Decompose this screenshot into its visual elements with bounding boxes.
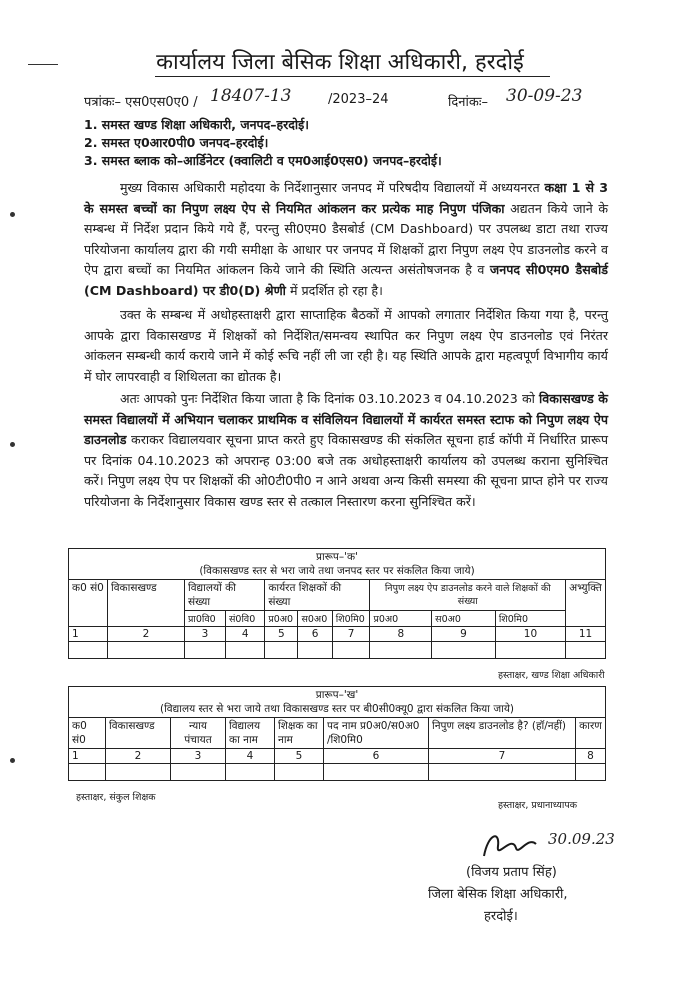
sub-header: स0अ0: [432, 611, 496, 627]
title-underline: [155, 76, 550, 77]
addressee-3: 3. समस्त ब्लाक को–आर्डिनेटर (क्वालिटी व एम0आई0एस0) जनपद–हरदोई।: [84, 153, 442, 168]
paragraph-3: अतः आपको पुनः निर्देशित किया जाता है कि दिनांक 03.10.2023 व 04.10.2023 को विकासखण्ड के समस्त विद्यालयों में अभियान चलाकर प्राथमिक व संविलियन विद्यालयों में कार्यरत समस्त स्टाफ को निपुण लक्ष्य ऐप डाउनलोड कराकर विद्यालयवार सूचना प्राप्त करते हुए विकासखण्ड की संकलित सूचना हार्ड कॉपी में निर्धारित प्रारूप पर दिनांक 04.10.2023 को अपरान्ह 03:00 बजे तक अधोहस्ताक्षरी कार्यालय को उपलब्ध कराना सुनिश्चित करें। निपुण लक्ष्य ऐप पर शिक्षकों की ओ0टी0पी0 न आने अथवा अन्य किसी समस्या की सूचना प्राप्त होने पर राज्य परियोजना के निर्देशानुसार विकास खण्ड स्तर से तत्काल निस्तारण करना सुनिश्चित करें।: [84, 391, 608, 509]
th-schools: विद्यालयों की संख्या: [185, 580, 265, 611]
date-label: दिनांकः–: [448, 95, 488, 110]
sig-cluster-teacher: हस्ताक्षर, संकुल शिक्षक: [76, 792, 156, 803]
num-cell: 7: [332, 627, 370, 642]
num-cell: 5: [265, 627, 298, 642]
num-cell: 11: [566, 627, 606, 642]
th-kha: निपुण लक्ष्य डाउनलोड है? (हॉ/नहीं): [429, 718, 576, 749]
letter-body: [84, 178, 608, 512]
sig-headmaster: हस्ताक्षर, प्रधानाध्यापक: [498, 800, 578, 811]
num-cell: 3: [171, 749, 226, 764]
signatory-designation: जिला बेसिक शिक्षा अधिकारी,: [428, 887, 568, 902]
num-cell: 6: [324, 749, 429, 764]
th-teachers: कार्यरत शिक्षकों की संख्या: [265, 580, 370, 611]
num-cell: 9: [432, 627, 496, 642]
ref-number: 18407-13: [210, 86, 292, 106]
num-cell: 8: [370, 627, 432, 642]
table-prarup-ka: [68, 548, 606, 659]
table-ka-title: प्रारूप–'क': [316, 551, 358, 563]
ref-label: पत्रांकः– एस0एस0ए0 /: [84, 95, 198, 110]
th-remark: अभ्युक्ति: [566, 580, 606, 627]
sub-header: प्र0अ0: [265, 611, 298, 627]
margin-dot: [10, 758, 15, 763]
th-kha: पद नाम प्र0अ0/स0अ0 /शि0मि0: [324, 718, 429, 749]
sub-header: सं0वि0: [226, 611, 265, 627]
th-kha: विकासखण्ड: [106, 718, 171, 749]
num-cell: 2: [106, 749, 171, 764]
margin-dot: [10, 212, 15, 217]
th-sno: क0 सं0: [69, 580, 108, 627]
paragraph-2: उक्त के सम्बन्ध में अधोहस्ताक्षरी द्वारा साप्ताहिक बैठकों में आपको लगातार निर्देशित किया गया है, परन्तु आपके द्वारा विकासखण्ड में शिक्षकों को निर्देशित/समन्वय स्थापित कर निपुण लक्ष्य ऐप डाउनलोड एवं निरंतर आंकलन सम्बन्धी कार्य कराये जाने में कोई रूचि नहीं ली जा रही है। यह स्थिति आपके द्वारा महत्वपूर्ण विभागीय कार्य में घोर लापरवाही व शिथिलता का द्योतक है।: [84, 307, 608, 384]
th-kha: क0 सं0: [69, 718, 106, 749]
num-cell: 7: [429, 749, 576, 764]
sub-header: प्रा0वि0: [185, 611, 226, 627]
th-kha: विद्यालय का नाम: [226, 718, 275, 749]
date-value: 30-09-23: [506, 86, 583, 106]
th-kha: कारण: [576, 718, 606, 749]
th-kha: न्याय पंचायत: [171, 718, 226, 749]
table-kha-subtitle: (विद्यालय स्तर से भरा जाये तथा विकासखण्ड स्तर पर बी0सी0क्यू0 द्वारा संकलित किया जाये): [159, 703, 515, 715]
num-cell: 2: [108, 627, 185, 642]
th-kha: शिक्षक का नाम: [275, 718, 324, 749]
num-cell: 1: [69, 749, 106, 764]
num-cell: 1: [69, 627, 108, 642]
num-cell: 3: [185, 627, 226, 642]
sub-header: शि0मि0: [495, 611, 565, 627]
sig-block-officer: हस्ताक्षर, खण्ड शिक्षा अधिकारी: [498, 670, 605, 681]
margin-dot: [10, 442, 15, 447]
th-block: विकासखण्ड: [108, 580, 185, 627]
ref-year: /2023–24: [328, 92, 389, 107]
signatory-place: हरदोई।: [484, 909, 518, 924]
table-kha-title: प्रारूप–'ख': [315, 689, 359, 701]
sub-header: शि0मि0: [332, 611, 370, 627]
num-cell: 4: [226, 627, 265, 642]
num-cell: 4: [226, 749, 275, 764]
signature-scrawl-icon: [478, 826, 548, 866]
num-cell: 10: [495, 627, 565, 642]
num-cell: 8: [576, 749, 606, 764]
paragraph-1: मुख्य विकास अधिकारी महोदया के निर्देशानुसार जनपद में परिषदीय विद्यालयों में अध्ययनरत कक्षा 1 से 3 के समस्त बच्चों का निपुण लक्ष्य ऐप से नियमित आंकलन कर प्रत्येक माह निपुण पंजिका अद्यतन किये जाने के सम्बन्ध में निर्देश प्रदान किये गये हैं, परन्तु सी0एम0 डैसबोर्ड (CM Dashboard) पर उपलब्ध डाटा तथा राज्य परियोजना कार्यालय द्वारा की गयी समीक्षा के आधार पर जनपद में शिक्षकों द्वारा निपुण लक्ष्य ऐप डाउनलोड करने व ऐप द्वारा बच्चों का नियमित आंकलन किये जाने की स्थिति अत्यन्त असंतोषजनक है व जनपद सी0एम0 डैसबोर्ड (CM Dashboard) पर डी0(D) श्रेणी में प्रदर्शित हो रहा है।: [84, 180, 608, 298]
th-download: निपुण लक्ष्य ऐप डाउनलोड करने वाले शिक्षकों की संख्या: [370, 580, 566, 611]
table-prarup-kha: [68, 686, 606, 781]
signature-date: 30.09.23: [548, 830, 615, 848]
addressee-2: 2. समस्त ए0आर0पी0 जनपद–हरदोई।: [84, 135, 269, 150]
num-cell: 5: [275, 749, 324, 764]
signatory-name: (विजय प्रताप सिंह): [466, 865, 557, 880]
office-title: कार्यालय जिला बेसिक शिक्षा अधिकारी, हरदोई: [156, 50, 524, 75]
num-cell: 6: [298, 627, 332, 642]
sub-header: स0अ0: [298, 611, 332, 627]
sub-header: प्र0अ0: [370, 611, 432, 627]
table-ka-subtitle: (विकासखण्ड स्तर से भरा जाये तथा जनपद स्तर पर संकलित किया जाये): [199, 565, 475, 577]
addressee-1: 1. समस्त खण्ड शिक्षा अधिकारी, जनपद–हरदोई।: [84, 117, 310, 132]
